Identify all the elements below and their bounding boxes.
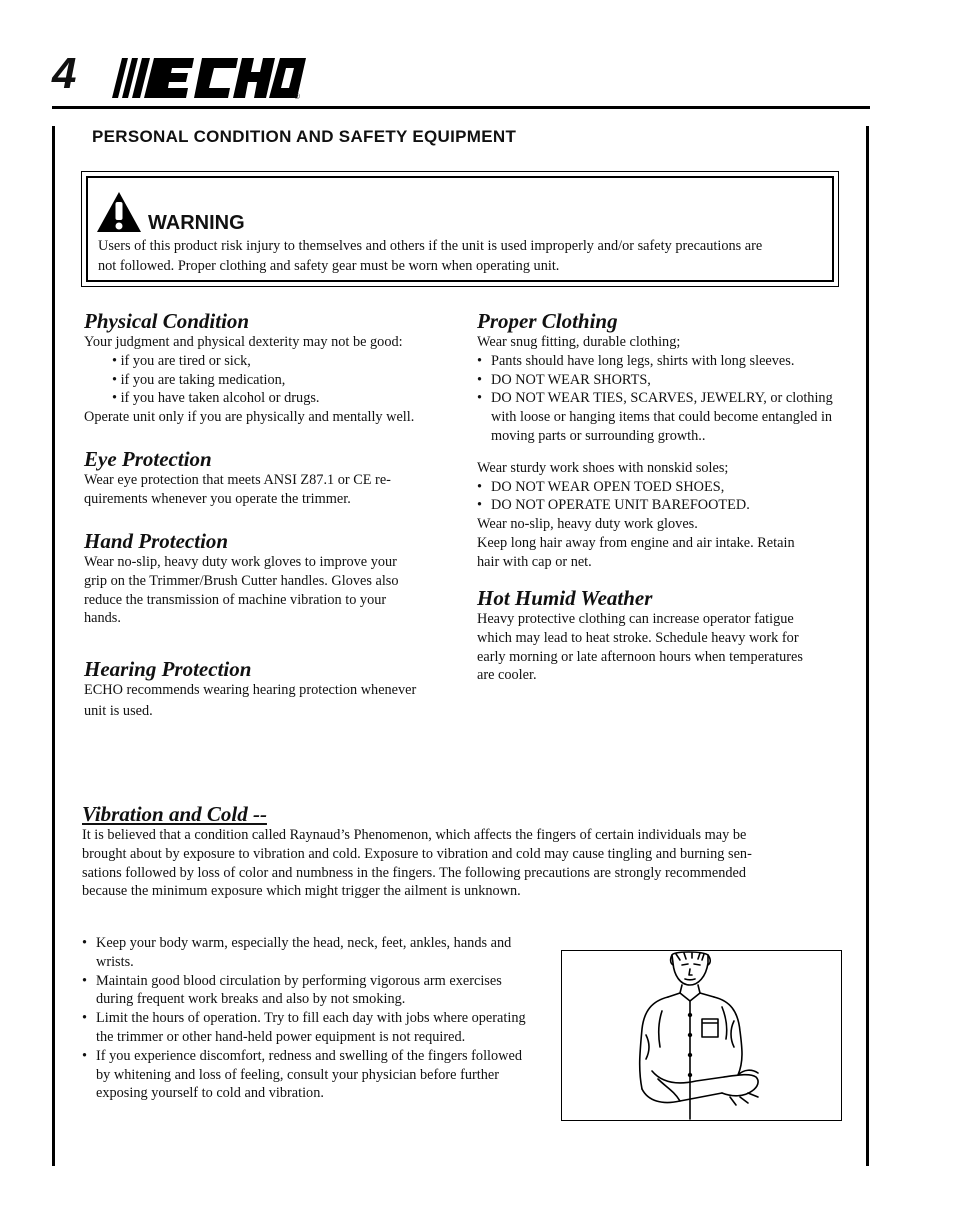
- text-line: sations followed by loss of color and numbness in the fingers. The following precautions are strongly recommended: [82, 864, 747, 881]
- physical-condition-intro: Your judgment and physical dexterity may not be good:: [84, 334, 403, 350]
- registered-mark: ®: [294, 92, 300, 101]
- list-item: • if you have taken alcohol or drugs.: [112, 390, 320, 407]
- physical-condition-section: [84, 309, 454, 427]
- warning-triangle-icon: [96, 191, 142, 233]
- gloves-line: Wear no-slip, heavy duty work gloves.: [477, 516, 698, 533]
- text-line: hands.: [84, 610, 121, 627]
- list-item: • Pants should have long legs, shirts with long sleeves.: [477, 352, 847, 371]
- vibration-section: [82, 802, 852, 901]
- text-line: It is believed that a condition called Raynaud’s Phenomenon, which affects the fingers of certain individuals may be: [82, 827, 747, 843]
- list-item: • DO NOT OPERATE UNIT BAREFOOTED.: [477, 496, 847, 515]
- hot-humid-heading: Hot Humid Weather: [477, 586, 653, 610]
- text-line: are cooler.: [477, 667, 537, 684]
- warning-title: WARNING: [148, 212, 245, 234]
- left-margin-rule: [52, 126, 55, 1166]
- physical-condition-heading: Physical Condition: [84, 309, 250, 333]
- list-item: • Keep your body warm, especially the head, neck, feet, ankles, hands and wrists.: [82, 934, 528, 972]
- list-item: • If you experience discomfort, redness and swelling of the fingers followed by whitening and loss of feeling, consult your physician before further exposing yourself to cold and vibration.: [82, 1047, 528, 1103]
- list-item: • if you are taking medication,: [112, 371, 286, 388]
- echo-logo: [108, 54, 308, 104]
- hand-protection-section: [84, 529, 454, 628]
- text-line: quirements whenever you operate the trimmer.: [84, 490, 351, 507]
- text-line: Keep long hair away from engine and air intake. Retain: [477, 534, 795, 551]
- shoes-intro: Wear sturdy work shoes with nonskid soles;: [477, 459, 729, 476]
- text-line: early morning or late afternoon hours when temperatures: [477, 648, 803, 665]
- text-line: ECHO recommends wearing hearing protection whenever: [84, 682, 417, 698]
- header-rule: [52, 106, 870, 109]
- eye-protection-section: [84, 447, 454, 509]
- hearing-protection-heading: Hearing Protection: [84, 657, 252, 681]
- vibration-precautions: [82, 934, 528, 1103]
- text-line: Wear eye protection that meets ANSI Z87.1 or CE re-: [84, 472, 391, 488]
- proper-clothing-intro: Wear snug fitting, durable clothing;: [477, 334, 681, 350]
- hearing-protection-section: [84, 657, 454, 723]
- text-line: Heavy protective clothing can increase operator fatigue: [477, 611, 794, 627]
- text-line: hair with cap or net.: [477, 553, 592, 570]
- list-item: • Limit the hours of operation. Try to fill each day with jobs where operating the trimmer or other hand-held power equipment is not required.: [82, 1009, 528, 1047]
- proper-clothing-heading: Proper Clothing: [477, 309, 618, 333]
- list-item: • DO NOT WEAR SHORTS,: [477, 371, 847, 390]
- list-item: • Maintain good blood circulation by performing vigorous arm exercises during frequent work breaks and also by not smoking.: [82, 972, 528, 1010]
- warning-text: [98, 237, 826, 276]
- text-line: because the minimum exposure which might trigger the ailment is unknown.: [82, 883, 521, 900]
- right-margin-rule: [866, 126, 869, 1166]
- man-rubbing-hand-illustration: [562, 951, 841, 1120]
- list-item: • DO NOT WEAR TIES, SCARVES, JEWELRY, or clothing with loose or hanging items that could become entangled in moving parts or surrounding growth..: [477, 389, 847, 445]
- page-number: 4: [52, 49, 77, 98]
- illustration-frame: [561, 950, 842, 1121]
- text-line: unit is used.: [84, 703, 153, 719]
- text-line: grip on the Trimmer/Brush Cutter handles. Gloves also: [84, 572, 399, 589]
- text-line: which may lead to heat stroke. Schedule heavy work for: [477, 629, 799, 646]
- list-item: • if you are tired or sick,: [112, 352, 251, 369]
- warning-line: not followed. Proper clothing and safety gear must be worn when operating unit.: [98, 257, 560, 274]
- text-line: reduce the transmission of machine vibration to your: [84, 591, 387, 608]
- text-line: Wear no-slip, heavy duty work gloves to improve your: [84, 554, 397, 570]
- eye-protection-heading: Eye Protection: [84, 447, 212, 471]
- hot-humid-section: [477, 586, 847, 685]
- physical-condition-outro: Operate unit only if you are physically and mentally well.: [84, 409, 415, 426]
- warning-line: Users of this product risk injury to themselves and others if the unit is used improperly and/or safety precautions are: [98, 238, 763, 254]
- list-item: • DO NOT WEAR OPEN TOED SHOES,: [477, 478, 847, 497]
- vibration-heading: Vibration and Cold --: [82, 802, 267, 826]
- proper-clothing-section: [477, 309, 847, 572]
- section-title: PERSONAL CONDITION AND SAFETY EQUIPMENT: [92, 127, 517, 146]
- text-line: brought about by exposure to vibration and cold. Exposure to vibration and cold may cause tingling and burning sen-: [82, 845, 752, 862]
- hand-protection-heading: Hand Protection: [84, 529, 229, 553]
